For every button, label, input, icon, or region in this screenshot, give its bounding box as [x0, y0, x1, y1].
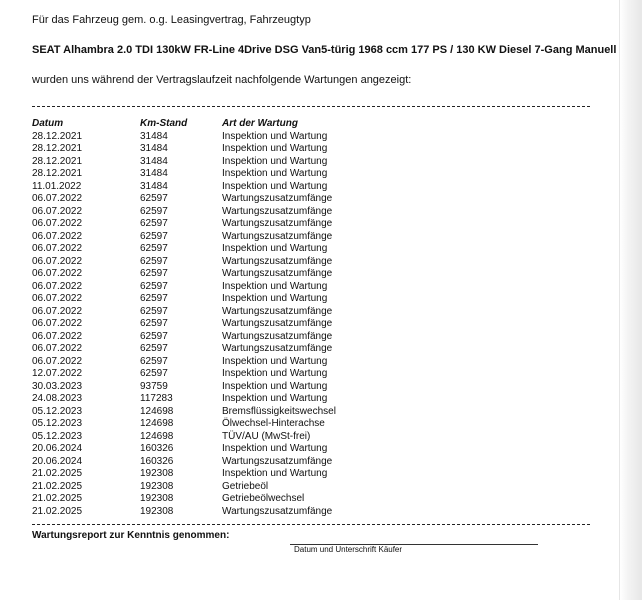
row-km: 62597 [140, 268, 168, 279]
row-date: 06.07.2022 [32, 218, 83, 229]
row-maintenance-type: Wartungszusatzumfänge [222, 205, 333, 217]
table-row [32, 156, 552, 169]
row-maintenance-type: Inspektion und Wartung [222, 143, 328, 154]
row-maintenance-type: Inspektion und Wartung [222, 168, 328, 179]
row-maintenance-type: Inspektion und Wartung [222, 180, 328, 192]
table-row [32, 468, 552, 481]
row-km: 192308 [140, 480, 174, 492]
row-km: 117283 [140, 393, 173, 404]
header-maintenance-type: Art der Wartung [222, 118, 298, 129]
table-row [32, 456, 552, 469]
row-km: 192308 [140, 493, 174, 504]
page-edge-shadow [619, 0, 642, 600]
row-date: 05.12.2023 [32, 405, 83, 417]
row-maintenance-type: Getriebeöl [222, 480, 269, 492]
table-row [32, 218, 552, 231]
row-maintenance-type: Inspektion und Wartung [222, 355, 328, 367]
row-km: 62597 [140, 205, 168, 217]
table-row [32, 206, 552, 219]
row-date: 20.06.2024 [32, 443, 83, 454]
table-row [32, 243, 552, 256]
header-date: Datum [32, 118, 64, 129]
table-row [32, 318, 552, 331]
row-km: 31484 [140, 180, 168, 192]
row-maintenance-type: TÜV/AU (MwSt-frei) [222, 430, 311, 442]
row-maintenance-type: Wartungszusatzumfänge [222, 505, 333, 517]
table-row [32, 193, 552, 206]
table-row [32, 168, 552, 181]
row-date: 21.02.2025 [32, 505, 83, 517]
table-row [32, 231, 552, 244]
row-date: 21.02.2025 [32, 468, 83, 479]
row-date: 06.07.2022 [32, 255, 83, 267]
row-maintenance-type: Wartungszusatzumfänge [222, 305, 333, 317]
row-km: 160326 [140, 443, 174, 454]
row-maintenance-type: Getriebeölwechsel [222, 493, 305, 504]
table-row [32, 293, 552, 306]
table-row [32, 256, 552, 269]
row-date: 06.07.2022 [32, 330, 83, 342]
row-date: 05.12.2023 [32, 430, 83, 442]
vehicle-type: SEAT Alhambra 2.0 TDI 130kW FR-Line 4Drive DSG Van5-türig 1968 ccm 177 PS / 130 KW Diesel 7-Gang Manuell [32, 44, 617, 56]
row-maintenance-type: Inspektion und Wartung [222, 280, 328, 292]
row-date: 06.07.2022 [32, 268, 83, 279]
row-maintenance-type: Inspektion und Wartung [222, 393, 328, 404]
row-km: 62597 [140, 243, 168, 254]
row-maintenance-type: Wartungszusatzumfänge [222, 230, 333, 242]
table-row [32, 281, 552, 294]
row-maintenance-type: Inspektion und Wartung [222, 243, 328, 254]
table-row [32, 481, 552, 494]
table-row [32, 268, 552, 281]
row-date: 21.02.2025 [32, 493, 83, 504]
table-row [32, 131, 552, 144]
table-row [32, 506, 552, 519]
row-maintenance-type: Wartungszusatzumfänge [222, 268, 333, 279]
row-km: 93759 [140, 380, 168, 392]
row-km: 62597 [140, 230, 168, 242]
table-row [32, 406, 552, 419]
table-row [32, 443, 552, 456]
table-row [32, 381, 552, 394]
row-km: 62597 [140, 293, 168, 304]
row-date: 24.08.2023 [32, 393, 83, 404]
row-date: 06.07.2022 [32, 193, 83, 204]
row-km: 62597 [140, 255, 168, 267]
bottom-divider [32, 524, 590, 525]
table-row [32, 306, 552, 319]
signature-caption: Datum und Unterschrift Käufer [294, 545, 403, 554]
row-maintenance-type: Wartungszusatzumfänge [222, 330, 333, 342]
row-km: 192308 [140, 505, 174, 517]
table-row [32, 143, 552, 156]
table-row [32, 418, 552, 431]
row-date: 28.12.2021 [32, 155, 83, 167]
row-date: 28.12.2021 [32, 130, 83, 142]
row-date: 06.07.2022 [32, 355, 83, 367]
row-maintenance-type: Wartungszusatzumfänge [222, 455, 333, 467]
table-row [32, 181, 552, 194]
row-km: 62597 [140, 368, 168, 379]
row-maintenance-type: Inspektion und Wartung [222, 155, 328, 167]
row-date: 05.12.2023 [32, 418, 83, 429]
row-maintenance-type: Inspektion und Wartung [222, 293, 328, 304]
row-date: 06.07.2022 [32, 230, 83, 242]
row-maintenance-type: Inspektion und Wartung [222, 368, 328, 379]
row-maintenance-type: Wartungszusatzumfänge [222, 218, 333, 229]
row-date: 06.07.2022 [32, 280, 83, 292]
table-row [32, 368, 552, 381]
row-maintenance-type: Inspektion und Wartung [222, 130, 328, 142]
row-date: 12.07.2022 [32, 368, 83, 379]
table-row [32, 331, 552, 344]
row-maintenance-type: Wartungszusatzumfänge [222, 255, 333, 267]
row-maintenance-type: Wartungszusatzumfänge [222, 193, 333, 204]
row-date: 20.06.2024 [32, 455, 83, 467]
row-km: 62597 [140, 355, 168, 367]
acknowledgement-label: Wartungsreport zur Kenntnis genommen: [32, 530, 230, 541]
top-divider [32, 106, 590, 107]
row-km: 124698 [140, 405, 174, 417]
table-row [32, 343, 552, 356]
row-date: 06.07.2022 [32, 243, 83, 254]
row-km: 62597 [140, 218, 168, 229]
row-km: 31484 [140, 155, 168, 167]
row-km: 124698 [140, 430, 174, 442]
row-maintenance-type: Ölwechsel-Hinterachse [222, 418, 325, 429]
table-header-row [32, 118, 552, 131]
table-row [32, 356, 552, 369]
table-row [32, 393, 552, 406]
row-date: 28.12.2021 [32, 168, 83, 179]
row-date: 06.07.2022 [32, 318, 83, 329]
row-km: 31484 [140, 143, 168, 154]
row-maintenance-type: Inspektion und Wartung [222, 380, 328, 392]
row-km: 62597 [140, 318, 168, 329]
row-km: 31484 [140, 168, 168, 179]
row-maintenance-type: Wartungszusatzumfänge [222, 318, 333, 329]
header-km: Km-Stand [140, 118, 188, 129]
row-maintenance-type: Inspektion und Wartung [222, 443, 328, 454]
row-date: 06.07.2022 [32, 343, 83, 354]
row-date: 30.03.2023 [32, 380, 83, 392]
row-km: 62597 [140, 330, 168, 342]
maintenance-notice: wurden uns während der Vertragslaufzeit nachfolgende Wartungen angezeigt: [32, 74, 412, 86]
row-date: 06.07.2022 [32, 205, 83, 217]
row-date: 11.01.2022 [32, 180, 82, 192]
row-km: 160326 [140, 455, 174, 467]
row-date: 06.07.2022 [32, 293, 83, 304]
row-km: 62597 [140, 193, 168, 204]
table-row [32, 431, 552, 444]
row-date: 21.02.2025 [32, 480, 83, 492]
row-km: 62597 [140, 280, 168, 292]
row-km: 192308 [140, 468, 174, 479]
row-maintenance-type: Wartungszusatzumfänge [222, 343, 333, 354]
table-row [32, 493, 552, 506]
intro-text: Für das Fahrzeug gem. o.g. Leasingvertrag, Fahrzeugtyp [32, 14, 311, 26]
row-date: 06.07.2022 [32, 305, 83, 317]
table-body [32, 131, 552, 519]
row-km: 124698 [140, 418, 174, 429]
row-maintenance-type: Bremsflüssigkeitswechsel [222, 405, 336, 417]
maintenance-table [32, 118, 552, 518]
row-km: 62597 [140, 343, 168, 354]
row-maintenance-type: Inspektion und Wartung [222, 468, 328, 479]
row-km: 62597 [140, 305, 168, 317]
row-km: 31484 [140, 130, 168, 142]
row-date: 28.12.2021 [32, 143, 83, 154]
